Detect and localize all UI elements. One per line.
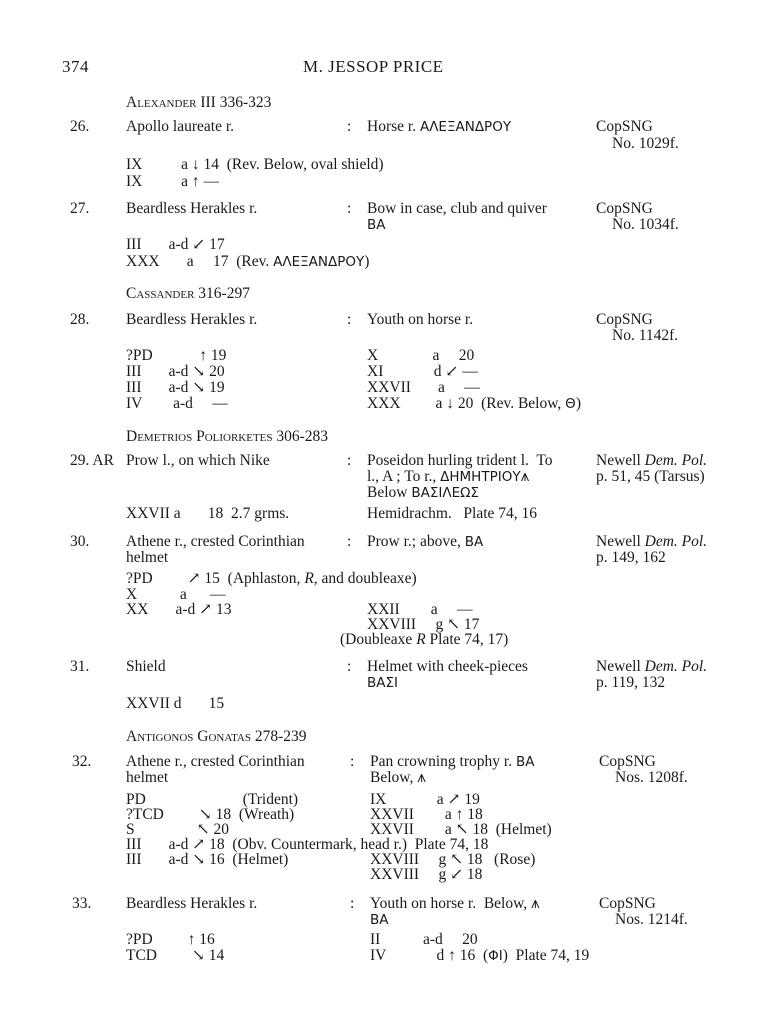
die-row: ?TCD ↘ 18 (Wreath) <box>126 806 295 823</box>
reverse-description: Helmet with cheek-pieces <box>367 658 528 675</box>
die-row <box>126 253 369 271</box>
die-row-text: ) Plate 74, 19 <box>502 947 590 964</box>
obverse-description: Beardless Herakles r. <box>126 311 258 328</box>
greek-legend: ΒΑ <box>370 912 389 928</box>
die-row: XXVII d 15 <box>126 695 225 712</box>
obverse-description: helmet <box>126 769 169 786</box>
die-row: XXVIII g ↙ 18 <box>370 866 483 883</box>
reverse-text: Prow r.; above, <box>367 533 465 550</box>
obverse-description: Shield <box>126 658 166 675</box>
reverse-description <box>370 895 540 913</box>
greek-legend: ΒΑΣΙΛΕΩΣ <box>411 485 479 501</box>
die-row: IX a ↗ 19 <box>370 791 480 808</box>
section-heading: Cassander 316-297 <box>126 285 250 302</box>
die-row: IX a ↓ 14 (Rev. Below, oval shield) <box>126 156 384 173</box>
reference-text: Newell <box>596 452 645 469</box>
entry-number: 31. <box>70 658 90 675</box>
obverse-description: Prow l., on which Nike <box>126 452 270 469</box>
separator-colon: : <box>347 311 352 328</box>
reverse-description <box>367 484 479 502</box>
die-row: ?PD ↑ 16 <box>126 931 215 948</box>
die-row: III a-d ↘ 20 <box>126 363 225 380</box>
die-row: XXII a — <box>367 601 473 618</box>
reference-line-2: p. 149, 162 <box>596 549 666 566</box>
reference-line-2: p. 119, 132 <box>596 674 666 691</box>
greek-legend: ΒΑ <box>464 534 484 550</box>
section-heading: Demetrios Poliorketes 306-283 <box>126 428 329 445</box>
page-number: 374 <box>62 57 89 76</box>
separator-colon: : <box>347 533 352 550</box>
greek-legend: ΒΑΣΙ <box>367 675 399 691</box>
die-row: IV a-d — <box>126 395 228 412</box>
reference-title: Dem. Pol. <box>644 452 708 469</box>
die-row: XXVII a ↖ 18 (Helmet) <box>370 821 552 838</box>
greek-legend: Θ <box>565 396 576 412</box>
reverse-description <box>370 769 426 787</box>
separator-colon: : <box>350 895 355 912</box>
greek-legend: ΑΛΕΞΑΝΔΡΟΥ <box>273 254 365 270</box>
die-row: XXVII a 18 2.7 grms. <box>126 505 290 522</box>
entry-number: 33. <box>72 895 92 912</box>
reference-line-1: CopSNG <box>599 753 656 770</box>
reference-line-1: CopSNG <box>596 311 653 328</box>
die-row: XXVIII g ↖ 18 (Rose) <box>370 851 536 868</box>
monogram-symbol: ⩚ <box>531 895 540 912</box>
die-note-text: Plate 74, 17) <box>425 631 509 648</box>
die-row-text: IV d ↑ 16 ( <box>370 947 489 964</box>
reference-title: Dem. Pol. <box>644 533 708 550</box>
separator-colon: : <box>347 452 352 469</box>
section-heading: Alexander III 336-323 <box>126 94 272 111</box>
reference-line-2: Nos. 1208f. <box>615 769 688 786</box>
monogram-symbol: R <box>304 570 314 587</box>
die-row: XXVII a ↑ 18 <box>370 806 483 823</box>
reverse-text: Below, <box>370 769 418 786</box>
die-row-text: XXX a 17 (Rev. <box>126 253 274 270</box>
reference-line-1: CopSNG <box>596 200 653 217</box>
reference-line-1: CopSNG <box>599 895 656 912</box>
entry-number: 32. <box>72 753 92 770</box>
monogram-symbol: ⩚ <box>520 468 530 485</box>
reverse-description: Poseidon hurling trident l. To <box>367 452 553 469</box>
reference-text: Newell <box>596 533 645 550</box>
reference-line-2: No. 1029f. <box>612 135 679 152</box>
die-row: IX a ↑ — <box>126 173 219 190</box>
die-row: XI d ↙ — <box>367 363 478 380</box>
obverse-description: Athene r., crested Corinthian <box>126 533 305 550</box>
die-row: ?PD ↑ 19 <box>126 347 227 364</box>
die-row: PD (Trident) <box>126 791 299 808</box>
greek-legend: ΑΛΕΞΑΝΔΡΟΥ <box>419 119 512 135</box>
die-row: III a-d ↘ 19 <box>126 379 225 396</box>
obverse-description: Athene r., crested Corinthian <box>126 753 305 770</box>
reference-line-2: Nos. 1214f. <box>615 911 688 928</box>
die-row: XXVIII g ↖ 17 <box>367 616 480 633</box>
obverse-description: helmet <box>126 549 169 566</box>
separator-colon: : <box>347 200 352 217</box>
separator-colon: : <box>350 753 355 770</box>
reference-line-1: CopSNG <box>596 118 653 135</box>
die-row: Hemidrachm. Plate 74, 16 <box>367 505 538 522</box>
obverse-description: Beardless Herakles r. <box>126 200 258 217</box>
die-row-text: ?PD ↗ 15 (Aphlaston, <box>126 570 305 587</box>
reverse-description: Youth on horse r. <box>367 311 474 328</box>
die-row: III a-d ↘ 16 (Helmet) <box>126 851 289 868</box>
reference-line-2: p. 51, 45 (Tarsus) <box>596 468 705 485</box>
die-row: III a-d ↗ 18 (Obv. Countermark, head r.) Plate 74, 18 <box>126 836 489 853</box>
greek-legend: ΦΙ <box>488 948 503 964</box>
die-row: XXVII a — <box>367 379 480 396</box>
reference-title: Dem. Pol. <box>644 658 708 675</box>
greek-legend: ΒΑ <box>367 217 386 233</box>
monogram-symbol: R <box>416 631 426 648</box>
reverse-description <box>367 533 483 551</box>
die-row <box>367 395 581 413</box>
greek-legend: ΒΑ <box>515 754 535 770</box>
separator-colon: : <box>347 118 352 135</box>
die-row: XX a-d ↗ 13 <box>126 601 232 618</box>
die-row: X a 20 <box>367 347 475 364</box>
die-row-text: ) <box>364 253 370 270</box>
reverse-text: Horse r. <box>367 118 417 135</box>
greek-legend: ΔΗΜΗΤΡΙΟΥ <box>440 469 521 485</box>
reverse-description: Bow in case, club and quiver <box>367 200 547 217</box>
die-note <box>340 631 508 649</box>
entry-number: 28. <box>70 311 90 328</box>
reverse-text: l., A ; To r., <box>367 468 441 485</box>
reference-text: Newell <box>596 658 645 675</box>
reverse-text: Youth on horse r. Below, <box>370 895 532 912</box>
die-row: III a-d ↙ 17 <box>126 236 225 253</box>
running-title: M. JESSOP PRICE <box>303 57 444 76</box>
die-row-text: XXX a ↓ 20 (Rev. Below, <box>367 395 566 412</box>
obverse-description: Beardless Herakles r. <box>126 895 258 912</box>
reverse-text: Pan crowning trophy r. <box>370 753 516 770</box>
reference-line-2: No. 1034f. <box>612 216 679 233</box>
die-row: II a-d 20 <box>370 931 478 948</box>
entry-number: 26. <box>70 118 90 135</box>
die-row: TCD ↘ 14 <box>126 947 225 964</box>
die-row: S ↖ 20 <box>126 821 229 838</box>
die-row-text: ) <box>575 395 581 412</box>
monogram-symbol: ⩚ <box>417 769 426 786</box>
section-heading: Antigonos Gonatas 278-239 <box>126 728 307 745</box>
die-note-text: (Doubleaxe <box>340 631 417 648</box>
obverse-description: Apollo laureate r. <box>126 118 235 135</box>
reverse-text: Below <box>367 484 412 501</box>
reverse-description <box>367 118 511 136</box>
separator-colon: : <box>347 658 352 675</box>
reference-line-2: No. 1142f. <box>612 327 679 344</box>
die-row: X a — <box>126 586 226 603</box>
entry-number: 27. <box>70 200 90 217</box>
entry-number: 29. AR <box>70 452 114 469</box>
die-row <box>370 947 589 965</box>
entry-number: 30. <box>70 533 90 550</box>
die-row-text: , and doubleaxe) <box>313 570 417 587</box>
